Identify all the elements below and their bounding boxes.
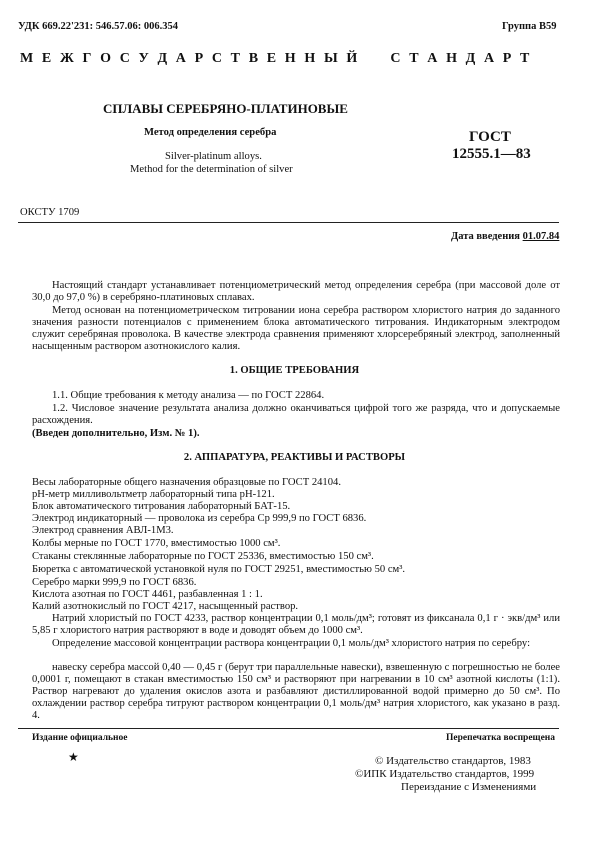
concentration-paragraph: Определение массовой концентрации раствора концентрации 0,1 моль/дм³ хлористого натрия по серебру:: [52, 638, 531, 649]
udk-code: УДК 669.22'231: 546.57.06: 006.354: [18, 21, 179, 32]
section-2-title: 2. АППАРАТУРА, РЕАКТИВЫ И РАСТВОРЫ: [183, 452, 406, 463]
standard-banner: М Е Ж Г О С У Д А Р С Т В Е Н Н Ы Й С Т А Н Д А Р Т: [20, 51, 532, 66]
sample-procedure-paragraph: навеску серебра массой 0,40 — 0,45 г (берут три параллельные навески), взвешенную с погрешностью не более 0,0001 г, помещают в стакан вместимостью 150 см³ и растворяют при нагревании в 10 см³ азотной кислоты (1:1). Раствор нагревают до удаления окислов азота и разбавляют дистиллированной водой примерно до 50 см³. По охлаждении раствор серебра титруют раствором концентрации 0,1 моль/дм³ натрия хлористого, как указано в разд. 4.: [32, 662, 560, 721]
copyright-1983: © Издательство стандартов, 1983: [375, 755, 531, 767]
equipment-item: Кислота азотная по ГОСТ 4461, разбавленная 1 : 1.: [32, 589, 263, 600]
gost-number: 12555.1—83: [452, 146, 531, 162]
effective-date-value: 01.07.84: [522, 231, 560, 242]
sodium-chloride-paragraph: Натрий хлористый по ГОСТ 4233, раствор концентрации 0,1 моль/дм³; готовят из фиксанала 0,1 г · экв/дм³ или 5,85 г хлористого натрия растворяют в воде и доводят объем до 1000 см³.: [32, 613, 560, 636]
equipment-item: Блок автоматического титрования лабораторный БАТ-15.: [32, 501, 291, 512]
equipment-item: Весы лабораторные общего назначения образцовые по ГОСТ 24104.: [32, 477, 341, 488]
reissue-note: Переиздание с Изменениями: [401, 781, 537, 793]
effective-date-label: Дата введения: [451, 231, 520, 242]
okstu-code: ОКСТУ 1709: [20, 207, 80, 218]
document-title: СПЛАВЫ СЕРЕБРЯНО-ПЛАТИНОВЫЕ: [103, 101, 348, 116]
english-title-line-1: Silver-platinum alloys.: [165, 151, 262, 162]
section-1-amendment-note: (Введен дополнительно, Изм. № 1).: [32, 428, 200, 439]
star-mark: ★: [68, 750, 79, 764]
intro-paragraph-1: Настоящий стандарт устанавливает потенциометрический метод определения серебра (при массовой доле от 30,0 до 97,0 %) в серебряно-платиновых сплавах.: [32, 280, 560, 303]
reprint-prohibited-label: Перепечатка воспрещена: [446, 733, 556, 743]
section-1-item-1: 1.1. Общие требования к методу анализа — по ГОСТ 22864.: [52, 390, 325, 401]
document-subtitle: Метод определения серебра: [144, 127, 277, 138]
intro-paragraph-2: Метод основан на потенциометрическом титровании иона серебра раствором хлористого натрия до заданного значения разности потенциалов с применением блока автоматического титрования. Индикаторным электродом служит серебряная проволока. В качестве электрода сравнения применяют хлорсеребряный электрод, заполненный насыщенным раствором азотнокислого калия.: [32, 305, 560, 352]
section-1-title: 1. ОБЩИЕ ТРЕБОВАНИЯ: [229, 365, 360, 376]
footer-separator: [18, 728, 559, 729]
equipment-item: Серебро марки 999,9 по ГОСТ 6836.: [32, 577, 197, 588]
copyright-1999: ©ИПК Издательство стандартов, 1999: [355, 768, 535, 780]
title-separator: [18, 222, 559, 223]
equipment-item: Колбы мерные по ГОСТ 1770, вместимостью 1000 см³.: [32, 538, 281, 549]
english-title-line-2: Method for the determination of silver: [130, 164, 293, 175]
group-code: Группа В59: [502, 21, 557, 32]
equipment-item: рН-метр милливольтметр лабораторный типа рН-121.: [32, 489, 275, 500]
equipment-item: Стаканы стеклянные лабораторные по ГОСТ 25336, вместимостью 150 см³.: [32, 551, 374, 562]
equipment-item: Электрод индикаторный — проволока из серебра Ср 999,9 по ГОСТ 6836.: [32, 513, 367, 524]
gost-label: ГОСТ: [469, 129, 511, 145]
equipment-item: Электрод сравнения АВЛ-1М3.: [32, 525, 174, 536]
official-edition-label: Издание официальное: [32, 733, 128, 743]
section-1-item-2: 1.2. Числовое значение результата анализа должно оканчиваться цифрой того же разряда, что и допускаемые расхождения.: [32, 403, 560, 426]
effective-date: [451, 231, 559, 242]
equipment-item: Калий азотнокислый по ГОСТ 4217, насыщенный раствор.: [32, 601, 299, 612]
equipment-item: Бюретка с автоматической установкой нуля по ГОСТ 29251, вместимостью 50 см³.: [32, 564, 406, 575]
